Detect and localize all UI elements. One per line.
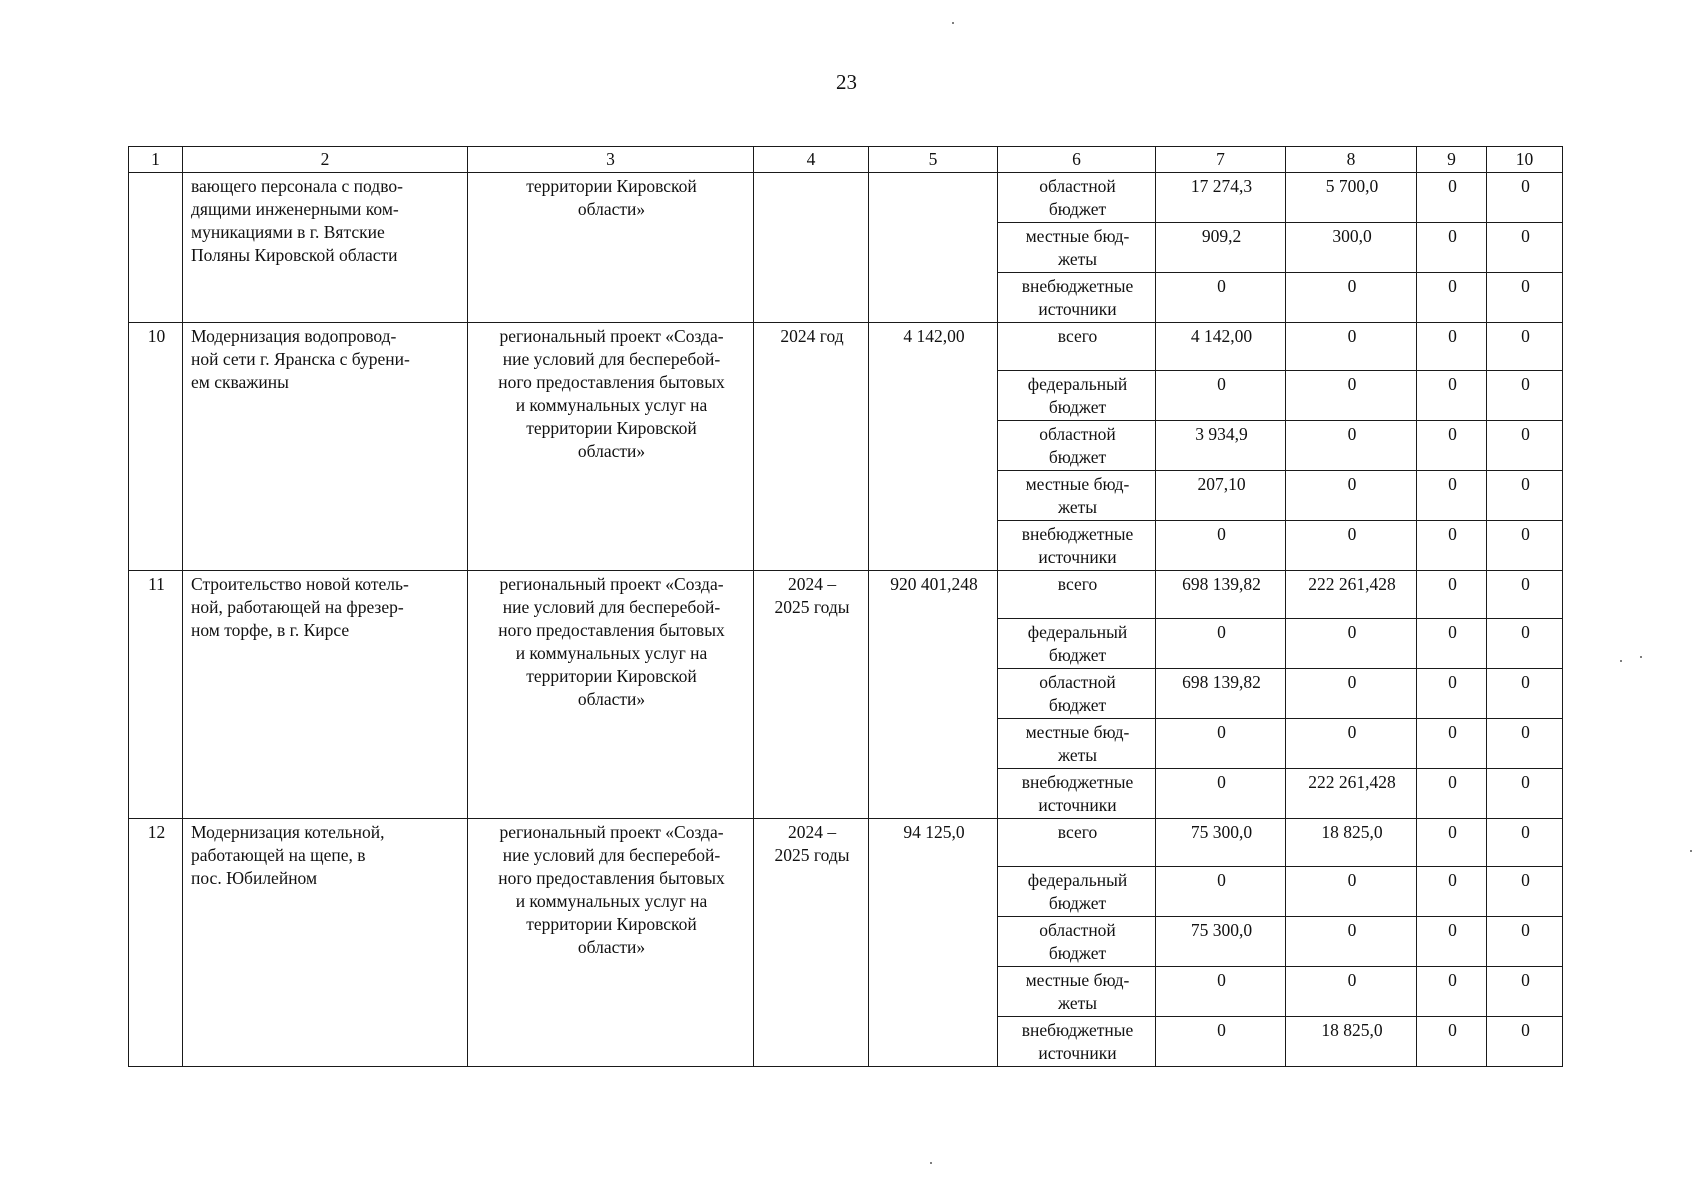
funding-source-cell: федеральный бюджет bbox=[998, 371, 1156, 421]
value-cell-9: 0 bbox=[1417, 421, 1487, 471]
funding-source-cell: всего bbox=[998, 571, 1156, 619]
column-number-cell: 8 bbox=[1286, 147, 1417, 173]
value-cell-10: 0 bbox=[1487, 1017, 1563, 1067]
value-cell-9: 0 bbox=[1417, 471, 1487, 521]
period-cell: 2024 – 2025 годы bbox=[754, 571, 869, 819]
value-cell-7: 207,10 bbox=[1156, 471, 1286, 521]
value-cell-7: 0 bbox=[1156, 719, 1286, 769]
column-number-cell: 6 bbox=[998, 147, 1156, 173]
column-number-cell: 1 bbox=[129, 147, 183, 173]
table-row bbox=[129, 571, 1563, 619]
item-name-cell: Строительство новой котель- ной, работающей на фрезер- ном торфе, в г. Кирсе bbox=[183, 571, 468, 819]
funding-table bbox=[128, 146, 1563, 1067]
column-number-cell: 7 bbox=[1156, 147, 1286, 173]
value-cell-9: 0 bbox=[1417, 719, 1487, 769]
funding-source-cell: внебюджетные источники bbox=[998, 1017, 1156, 1067]
value-cell-8: 18 825,0 bbox=[1286, 1017, 1417, 1067]
funding-source-cell: местные бюд- жеты bbox=[998, 719, 1156, 769]
value-cell-10: 0 bbox=[1487, 371, 1563, 421]
scan-speck bbox=[1690, 850, 1692, 852]
value-cell-10: 0 bbox=[1487, 223, 1563, 273]
value-cell-8: 0 bbox=[1286, 867, 1417, 917]
value-cell-9: 0 bbox=[1417, 619, 1487, 669]
page-number: 23 bbox=[836, 70, 857, 94]
value-cell-7: 0 bbox=[1156, 769, 1286, 819]
scan-speck bbox=[952, 22, 954, 24]
value-cell-9: 0 bbox=[1417, 1017, 1487, 1067]
column-number-cell: 5 bbox=[869, 147, 998, 173]
item-name-cell: Модернизация котельной, работающей на щепе, в пос. Юбилейном bbox=[183, 819, 468, 1067]
value-cell-10: 0 bbox=[1487, 421, 1563, 471]
value-cell-7: 698 139,82 bbox=[1156, 571, 1286, 619]
value-cell-10: 0 bbox=[1487, 819, 1563, 867]
column-number-row bbox=[129, 147, 1563, 173]
project-cell: региональный проект «Созда- ние условий для бесперебой- ного предоставления бытовых и коммунальных услуг на территории Кировской области» bbox=[468, 819, 754, 1067]
column-number-cell: 3 bbox=[468, 147, 754, 173]
value-cell-8: 0 bbox=[1286, 371, 1417, 421]
value-cell-10: 0 bbox=[1487, 471, 1563, 521]
value-cell-10: 0 bbox=[1487, 323, 1563, 371]
funding-source-cell: внебюджетные источники bbox=[998, 521, 1156, 571]
item-name-cell: Модернизация водопровод- ной сети г. Яранска с бурени- ем скважины bbox=[183, 323, 468, 571]
value-cell-9: 0 bbox=[1417, 371, 1487, 421]
value-cell-7: 0 bbox=[1156, 967, 1286, 1017]
funding-source-cell: внебюджетные источники bbox=[998, 273, 1156, 323]
value-cell-9: 0 bbox=[1417, 571, 1487, 619]
funding-source-cell: внебюджетные источники bbox=[998, 769, 1156, 819]
value-cell-8: 222 261,428 bbox=[1286, 571, 1417, 619]
value-cell-7: 4 142,00 bbox=[1156, 323, 1286, 371]
funding-source-cell: областной бюджет bbox=[998, 421, 1156, 471]
funding-source-cell: местные бюд- жеты bbox=[998, 471, 1156, 521]
funding-source-cell: областной бюджет bbox=[998, 173, 1156, 223]
item-number-cell: 10 bbox=[129, 323, 183, 571]
value-cell-9: 0 bbox=[1417, 867, 1487, 917]
value-cell-7: 0 bbox=[1156, 1017, 1286, 1067]
column-number-cell: 10 bbox=[1487, 147, 1563, 173]
scan-speck bbox=[1640, 656, 1642, 658]
project-cell: территории Кировской области» bbox=[468, 173, 754, 323]
item-number-cell bbox=[129, 173, 183, 323]
value-cell-10: 0 bbox=[1487, 769, 1563, 819]
total-amount-cell: 920 401,248 bbox=[869, 571, 998, 819]
value-cell-8: 0 bbox=[1286, 619, 1417, 669]
funding-source-cell: всего bbox=[998, 819, 1156, 867]
value-cell-7: 0 bbox=[1156, 867, 1286, 917]
value-cell-7: 0 bbox=[1156, 371, 1286, 421]
scan-speck bbox=[930, 1162, 932, 1164]
value-cell-8: 0 bbox=[1286, 421, 1417, 471]
funding-source-cell: всего bbox=[998, 323, 1156, 371]
value-cell-7: 75 300,0 bbox=[1156, 819, 1286, 867]
value-cell-7: 75 300,0 bbox=[1156, 917, 1286, 967]
value-cell-7: 698 139,82 bbox=[1156, 669, 1286, 719]
table-row bbox=[129, 173, 1563, 223]
value-cell-10: 0 bbox=[1487, 273, 1563, 323]
value-cell-9: 0 bbox=[1417, 669, 1487, 719]
table-body bbox=[129, 147, 1563, 1067]
value-cell-8: 0 bbox=[1286, 669, 1417, 719]
item-number-cell: 12 bbox=[129, 819, 183, 1067]
funding-source-cell: областной бюджет bbox=[998, 669, 1156, 719]
value-cell-9: 0 bbox=[1417, 223, 1487, 273]
value-cell-8: 0 bbox=[1286, 719, 1417, 769]
funding-source-cell: местные бюд- жеты bbox=[998, 223, 1156, 273]
value-cell-9: 0 bbox=[1417, 967, 1487, 1017]
value-cell-8: 300,0 bbox=[1286, 223, 1417, 273]
column-number-cell: 4 bbox=[754, 147, 869, 173]
value-cell-9: 0 bbox=[1417, 273, 1487, 323]
period-cell bbox=[754, 173, 869, 323]
value-cell-8: 0 bbox=[1286, 967, 1417, 1017]
value-cell-9: 0 bbox=[1417, 819, 1487, 867]
value-cell-10: 0 bbox=[1487, 867, 1563, 917]
total-amount-cell: 4 142,00 bbox=[869, 323, 998, 571]
value-cell-9: 0 bbox=[1417, 323, 1487, 371]
value-cell-7: 3 934,9 bbox=[1156, 421, 1286, 471]
value-cell-8: 222 261,428 bbox=[1286, 769, 1417, 819]
total-amount-cell: 94 125,0 bbox=[869, 819, 998, 1067]
value-cell-8: 0 bbox=[1286, 323, 1417, 371]
value-cell-8: 5 700,0 bbox=[1286, 173, 1417, 223]
value-cell-7: 0 bbox=[1156, 619, 1286, 669]
period-cell: 2024 год bbox=[754, 323, 869, 571]
table-row bbox=[129, 819, 1563, 867]
item-name-cell: вающего персонала с подво- дящими инженерными ком- муникациями в г. Вятские Поляны Кировской области bbox=[183, 173, 468, 323]
item-number-cell: 11 bbox=[129, 571, 183, 819]
scan-speck bbox=[1620, 660, 1622, 662]
value-cell-10: 0 bbox=[1487, 669, 1563, 719]
value-cell-7: 0 bbox=[1156, 273, 1286, 323]
funding-source-cell: федеральный бюджет bbox=[998, 619, 1156, 669]
value-cell-8: 0 bbox=[1286, 273, 1417, 323]
value-cell-9: 0 bbox=[1417, 173, 1487, 223]
value-cell-8: 18 825,0 bbox=[1286, 819, 1417, 867]
funding-source-cell: местные бюд- жеты bbox=[998, 967, 1156, 1017]
total-amount-cell bbox=[869, 173, 998, 323]
value-cell-8: 0 bbox=[1286, 521, 1417, 571]
value-cell-10: 0 bbox=[1487, 521, 1563, 571]
value-cell-10: 0 bbox=[1487, 719, 1563, 769]
funding-source-cell: федеральный бюджет bbox=[998, 867, 1156, 917]
value-cell-10: 0 bbox=[1487, 173, 1563, 223]
project-cell: региональный проект «Созда- ние условий для бесперебой- ного предоставления бытовых и коммунальных услуг на территории Кировской области» bbox=[468, 323, 754, 571]
value-cell-10: 0 bbox=[1487, 967, 1563, 1017]
value-cell-7: 17 274,3 bbox=[1156, 173, 1286, 223]
funding-source-cell: областной бюджет bbox=[998, 917, 1156, 967]
project-cell: региональный проект «Созда- ние условий для бесперебой- ного предоставления бытовых и коммунальных услуг на территории Кировской области» bbox=[468, 571, 754, 819]
value-cell-7: 0 bbox=[1156, 521, 1286, 571]
value-cell-9: 0 bbox=[1417, 769, 1487, 819]
value-cell-10: 0 bbox=[1487, 619, 1563, 669]
table-row bbox=[129, 323, 1563, 371]
value-cell-10: 0 bbox=[1487, 917, 1563, 967]
value-cell-7: 909,2 bbox=[1156, 223, 1286, 273]
column-number-cell: 2 bbox=[183, 147, 468, 173]
column-number-cell: 9 bbox=[1417, 147, 1487, 173]
value-cell-10: 0 bbox=[1487, 571, 1563, 619]
value-cell-9: 0 bbox=[1417, 521, 1487, 571]
period-cell: 2024 – 2025 годы bbox=[754, 819, 869, 1067]
value-cell-8: 0 bbox=[1286, 471, 1417, 521]
value-cell-9: 0 bbox=[1417, 917, 1487, 967]
value-cell-8: 0 bbox=[1286, 917, 1417, 967]
